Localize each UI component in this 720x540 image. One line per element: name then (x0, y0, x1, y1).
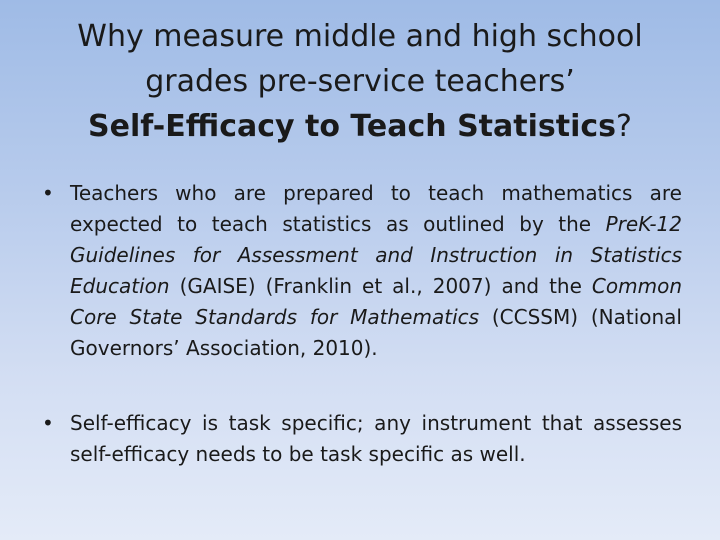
title-question-mark: ? (616, 109, 632, 144)
bullet-1-gaise-title: PreK-12 Guidelines for Assessment and Instruction in Statistics Education (70, 212, 682, 298)
slide-title (40, 14, 680, 149)
bullet-marker: • (42, 411, 54, 435)
title-line-3 (40, 104, 680, 149)
bullet-1-text-c: (CCSSM) (National Governors’ Association, 2010). (70, 305, 682, 360)
bullet-list (42, 178, 682, 470)
title-line-1: Why measure middle and high school (77, 19, 643, 54)
bullet-item-2 (42, 408, 682, 470)
bullet-1-text-b: (GAISE) (Franklin et al., 2007) and the (169, 274, 592, 298)
bullet-marker: • (42, 181, 54, 205)
bullet-1-ccssm-title: Common Core State Standards for Mathematics (70, 274, 682, 329)
title-emphasis: Self-Efficacy to Teach Statistics (88, 109, 617, 144)
bullet-1-text-a: Teachers who are prepared to teach mathematics are expected to teach statistics as outlined by the (70, 181, 682, 236)
bullet-2-text: Self-efficacy is task specific; any instrument that assesses self-efficacy needs to be task specific as well. (70, 411, 682, 466)
title-line-2: grades pre-service teachers’ (145, 64, 575, 99)
bullet-item-1 (42, 178, 682, 364)
